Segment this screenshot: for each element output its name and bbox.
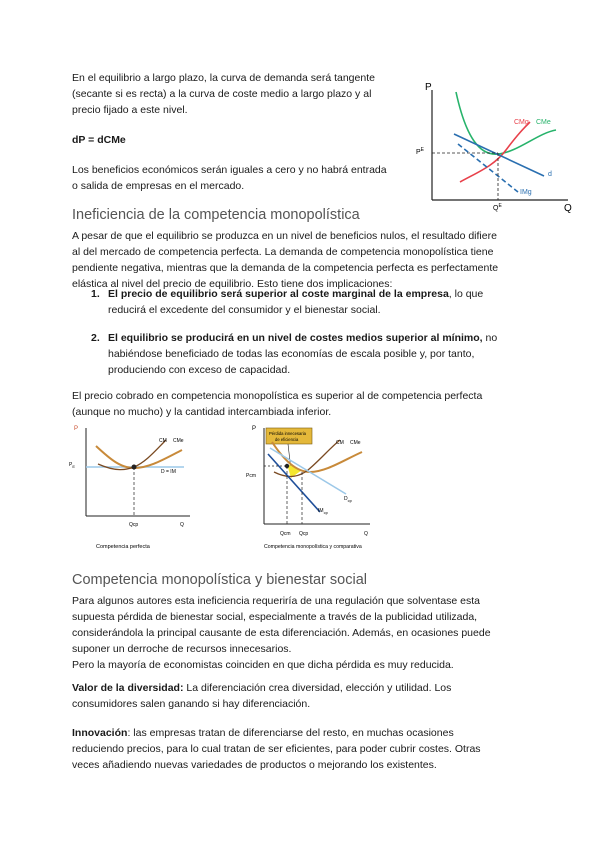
section2-paragraph <box>72 593 542 673</box>
para-line: consumidores salen ganando si hay diferenciación. <box>72 698 311 710</box>
section-heading-ineficiencia: Ineficiencia de la competencia monopolística <box>72 207 360 223</box>
para-line: suponer un derroche de recursos innecesarios. <box>72 643 292 655</box>
cme-label: CMe <box>173 438 184 444</box>
para-line: pendiente negativa, mientras que la demanda de la competencia perfecta es perfectamente <box>72 262 499 274</box>
section1-paragraph <box>72 228 542 292</box>
perfect-competition-chart <box>66 420 206 556</box>
para-text: : las empresas tratan de diferenciarse del resto, en muchas ocasiones <box>127 727 454 739</box>
intro-line: Los beneficios económicos serán iguales a cero y no habrá entrada <box>72 164 387 176</box>
dcp-label: $D_{cp}$ <box>344 496 352 503</box>
imcp-label: $IM_{cp}$ <box>318 508 328 515</box>
cme-label: CMe <box>350 440 361 446</box>
box-label: Pérdida innecesaria <box>269 431 307 436</box>
term-bold: Innovación <box>72 727 128 739</box>
intro-text <box>72 70 412 194</box>
cm-label: CM <box>159 438 167 444</box>
diversity-paragraph <box>72 680 542 712</box>
para-line: Pero la mayoría de economistas coinciden en que dicha pérdida es muy reducida. <box>72 659 454 671</box>
para-text: La diferenciación crea diversidad, elección y utilidad. Los <box>183 682 452 694</box>
d-label: D = IM <box>161 469 176 475</box>
item-text: reducirá el excedente del consumidor y el bienestar social. <box>108 304 381 316</box>
para-line: El precio cobrado en competencia monopolística es superior al de competencia perfecta <box>72 390 483 402</box>
cm-label: CM <box>336 440 344 446</box>
para-line: reduciendo precios, para lo cual tratan de ser eficientes, para poder cubrir costes. Otras <box>72 743 481 755</box>
q-label: Q <box>364 531 368 537</box>
formula: dP = dCMe <box>72 134 126 146</box>
cmg-curve <box>460 122 530 182</box>
d-label: d <box>548 171 552 178</box>
para-line: considerándola la principal causante de esta diferenciación. Además, en ocasiones puede <box>72 627 491 639</box>
equilibrium-chart <box>418 78 578 218</box>
intro-line: precio fijado a este nivel. <box>72 104 188 116</box>
item-text: , lo que <box>448 288 484 300</box>
chart-caption: Competencia perfecta <box>96 544 150 550</box>
cmg-label: CMg <box>514 119 529 126</box>
section-heading-bienestar: Competencia monopolística y bienestar social <box>72 572 367 588</box>
q-label: Q <box>180 522 184 528</box>
innovation-paragraph <box>72 725 542 773</box>
qcm-label: Qcm <box>280 531 291 537</box>
box-label: de eficiencia <box>275 437 299 442</box>
monopolistic-competition-chart <box>244 420 394 556</box>
para-line: (aunque no mucho) y la cantidad intercambiada inferior. <box>72 406 332 418</box>
cm-curve <box>98 440 166 470</box>
para-line: al del mercado de competencia perfecta. La demanda de competencia monopolística tiene <box>72 246 494 258</box>
item-text: produciendo con exceso de capacidad. <box>108 364 291 376</box>
item-bold: El equilibrio se producirá en un nivel de costes medios superior al mínimo, <box>108 332 483 344</box>
intro-line: En el equilibrio a largo plazo, la curva de demanda será tangente <box>72 72 375 84</box>
list-number: 1. <box>91 288 100 300</box>
pcm-label: Pcm <box>246 473 256 479</box>
item-text: no <box>482 332 498 344</box>
list-item-1 <box>91 286 548 318</box>
intro-line: o salida de empresas en el mercado. <box>72 180 245 192</box>
para-line: supuesta pérdida de bienestar social, especialmente a través de la publicidad utilizada, <box>72 611 478 623</box>
term-bold: Valor de la diversidad: <box>72 682 184 694</box>
list-item-2 <box>91 330 558 378</box>
chart-caption: Competencia monopolística y comparativa <box>264 544 362 550</box>
qcp-label: Qcp <box>299 531 309 537</box>
para-line: A pesar de que el equilibrio se produzca en un nivel de beneficios nulos, el resultado difiere <box>72 230 497 242</box>
img-label: IMg <box>520 189 532 196</box>
para-line: veces añadiendo nuevas variedades de productos o mejorando los existentes. <box>72 759 437 771</box>
p-axis-label: P <box>425 82 432 93</box>
pe-label: $P_E$ <box>69 462 76 469</box>
item-bold: El precio de equilibrio será superior al coste marginal de la empresa <box>108 288 449 300</box>
qcp-label: Qcp <box>129 522 139 528</box>
q-axis-label: Q <box>564 203 572 214</box>
cme-label: CMe <box>536 119 551 126</box>
p-axis-label: P <box>252 426 257 432</box>
para-line: elástica al nivel del precio de equilibrio. Esto tiene dos implicaciones: <box>72 278 393 290</box>
section1-paragraph-2 <box>72 388 542 420</box>
intro-line: (secante si es recta) a la curva de coste medio a largo plazo y al <box>72 88 372 100</box>
pe-label: $P^E$ <box>416 147 425 156</box>
list-number: 2. <box>91 332 100 344</box>
demand-curve <box>270 448 346 494</box>
qe-label: $Q^E$ <box>493 203 502 212</box>
p-axis-label: P <box>74 426 79 432</box>
para-line: Para algunos autores esta ineficiencia requeriría de una regulación que solventase esta <box>72 595 481 607</box>
item-text: habiéndose beneficiado de todas las economías de escala posible y, por tanto, <box>108 348 475 360</box>
